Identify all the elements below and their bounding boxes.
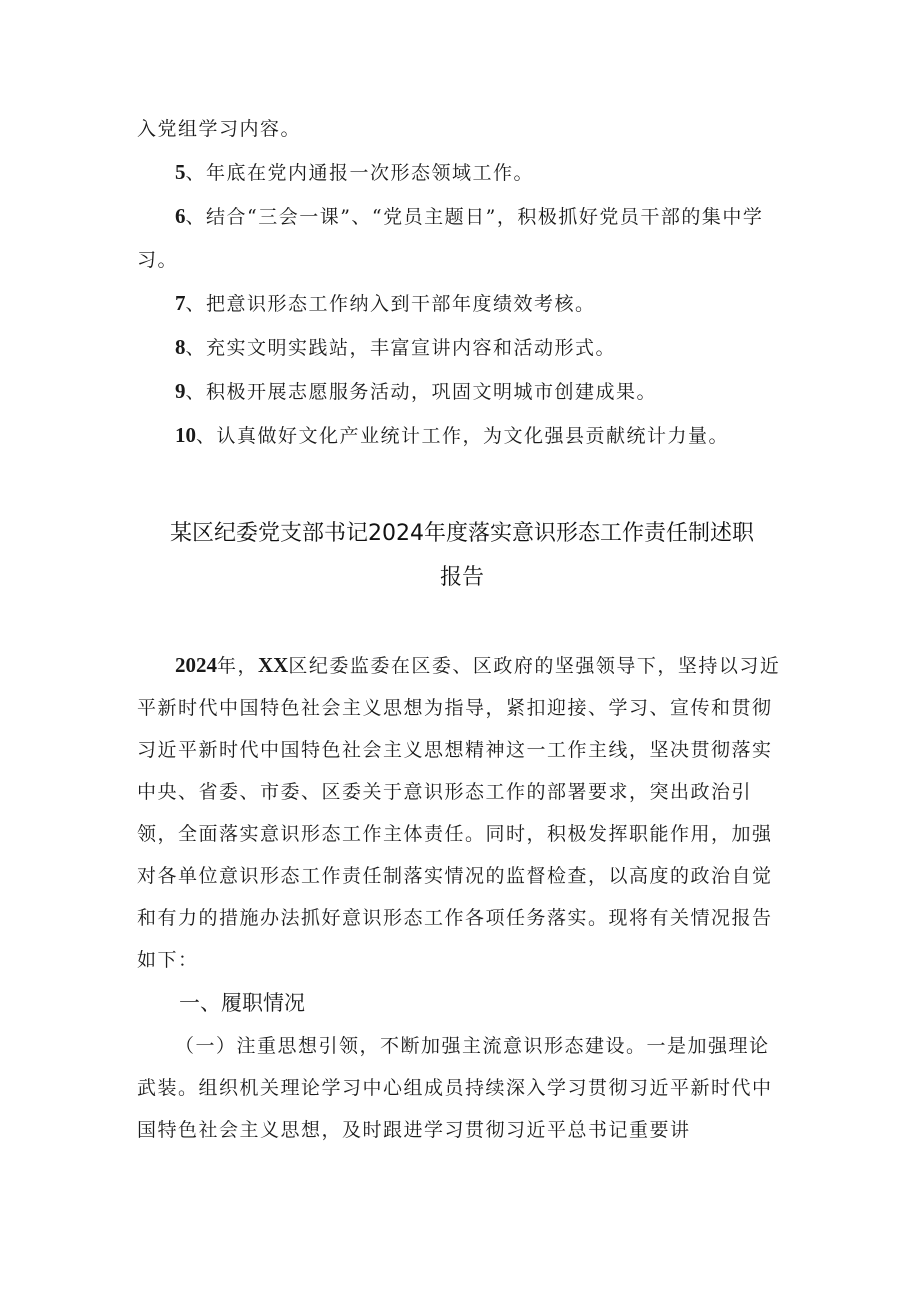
list-item-text: 、积极开展志愿服务活动，巩固文明城市创建成果。	[185, 381, 658, 403]
list-item-text: 、把意识形态工作纳入到干部年度绩效考核。	[185, 293, 596, 315]
list-item-number: 7	[175, 291, 186, 315]
list-item-number: 6	[175, 204, 186, 228]
list-item-text: 、充实文明实践站，丰富宣讲内容和活动形式。	[185, 337, 617, 359]
list-item-number: 5	[175, 160, 186, 184]
list-item-8	[137, 326, 787, 370]
report-body	[137, 644, 787, 1151]
report-title-line-2: 报告	[439, 565, 484, 590]
list-item-text: 、结合“三会一课”、“党员主题日”，积极抓好党员干部的集中学习。	[137, 206, 764, 271]
list-item-10	[137, 414, 787, 458]
intro-text: 区纪委监委在区委、区政府的坚强领导下，坚持以习近平新时代中国特色社会主义思想为指导，紧扣迎接、学习、宣传和贯彻习近平新时代中国特色社会主义思想精神这一工作主线，坚决贯彻落实中央、省委、市委、区委关于意识形态工作的部署要求，突出政治引领，全面落实意识形态工作主体责任。同时，积极发挥职能作用，加强对各单位意识形态工作责任制落实情况的监督检查，以高度的政治自觉和有力的措施办法抓好意识形态工作各项任务落实。现将有关情况报告如下：	[137, 655, 781, 971]
list-item-6	[137, 195, 787, 282]
list-item-text: 、年底在党内通报一次形态领域工作。	[185, 162, 535, 184]
section-heading-1: 一、履职情况	[179, 991, 305, 1015]
report-title-line-1: 某区纪委党支部书记2024年度落实意识形态工作责任制述职	[170, 521, 754, 546]
district-placeholder: XX	[258, 653, 289, 677]
list-item-5	[137, 151, 787, 195]
intro-paragraph	[137, 644, 787, 981]
year-suffix: 年，	[217, 655, 259, 677]
list-item-7	[137, 282, 787, 326]
report-title	[137, 512, 787, 600]
list-intro-tail: 入党组学习内容。	[137, 118, 302, 140]
list-item-number: 10	[175, 423, 196, 447]
list-item-number: 9	[175, 379, 186, 403]
work-plan-list	[137, 108, 787, 458]
section-1-paragraph: （一）注重思想引领，不断加强主流意识形态建设。一是加强理论武装。组织机关理论学习中心组成员持续深入学习贯彻习近平新时代中国特色社会主义思想，及时跟进学习贯彻习近平总书记重要讲	[137, 1035, 773, 1141]
list-item-9	[137, 370, 787, 414]
list-item-number: 8	[175, 335, 186, 359]
report-year: 2024	[175, 653, 217, 677]
list-item-text: 、认真做好文化产业统计工作，为文化强县贡献统计力量。	[196, 425, 730, 447]
